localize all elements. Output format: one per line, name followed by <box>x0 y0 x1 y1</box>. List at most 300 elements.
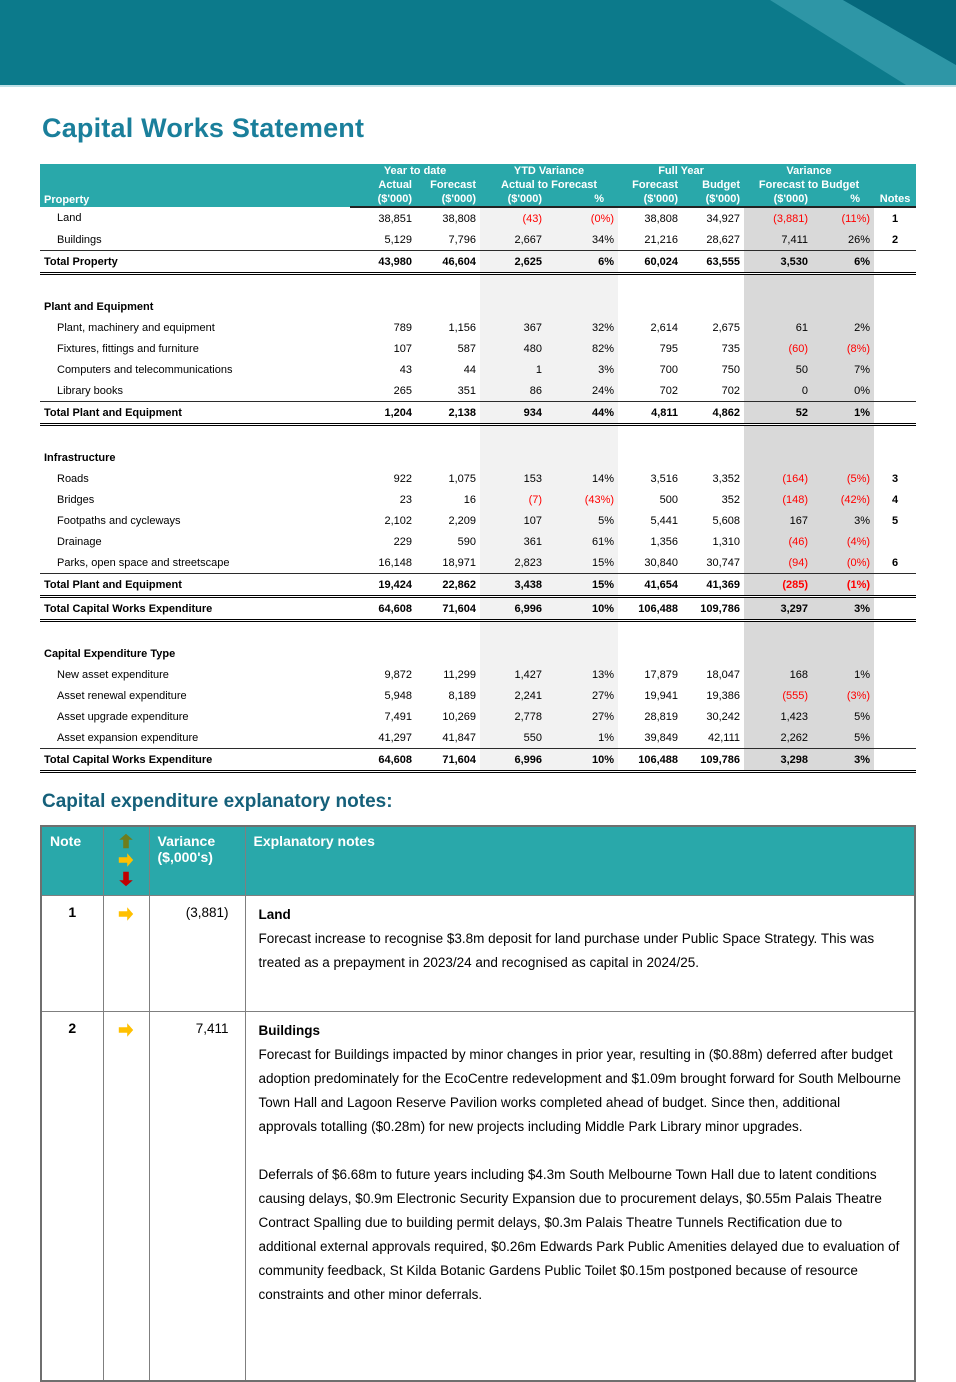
value-cell: 46,604 <box>416 251 480 274</box>
value-cell: 6% <box>546 251 618 274</box>
note-direction <box>103 1012 149 1381</box>
value-cell: (4%) <box>812 531 874 552</box>
value-cell <box>618 621 682 644</box>
value-cell: 19,386 <box>706 689 741 702</box>
value-cell: 735 <box>721 342 741 355</box>
value-cell: 3,530 <box>744 251 812 274</box>
note-ref <box>874 706 916 727</box>
column-header-property: Property <box>40 164 350 207</box>
value-cell: 41,369 <box>682 574 744 597</box>
value-cell: 23 <box>399 493 412 506</box>
note-ref <box>874 574 916 597</box>
value-cell: 480 <box>480 338 546 359</box>
table-row <box>40 402 916 425</box>
unit-variance-dollars: ($'000) <box>744 192 812 207</box>
value-cell: 367 <box>480 317 546 338</box>
table-row <box>40 380 916 402</box>
table-row <box>40 359 916 380</box>
value-cell: 167 <box>744 510 812 531</box>
row-label: Drainage <box>57 535 102 548</box>
value-cell <box>618 296 682 317</box>
value-cell: 5% <box>546 510 618 531</box>
row-label: Total Plant and Equipment <box>40 574 350 597</box>
value-cell: 590 <box>457 535 477 548</box>
unit-forecast-ytd: ($'000) <box>416 192 480 207</box>
banner-decoration <box>0 0 956 85</box>
value-cell <box>350 274 416 297</box>
value-cell: 7,411 <box>744 229 812 251</box>
note-ref <box>874 597 916 621</box>
note-ref <box>874 380 916 402</box>
note-ref <box>874 643 916 664</box>
row-label: Land <box>57 212 82 224</box>
value-cell: 41,847 <box>416 727 480 749</box>
value-cell <box>682 274 744 297</box>
value-cell <box>744 447 812 468</box>
note-ref <box>874 621 916 644</box>
table-row <box>40 685 916 706</box>
row-label: Parks, open space and streetscape <box>40 552 350 574</box>
value-cell: 44% <box>546 402 618 425</box>
value-cell: 5% <box>812 706 874 727</box>
column-header-forecast-fy: Forecast <box>618 178 682 192</box>
value-cell: 18,047 <box>706 668 741 681</box>
row-label: Total Plant and Equipment <box>40 402 350 425</box>
value-cell: (164) <box>744 468 812 489</box>
note-row <box>41 896 915 1012</box>
note-ref <box>874 425 916 448</box>
row-label: Capital Expenditure Type <box>44 647 176 660</box>
note-ref: 1 <box>891 212 899 225</box>
value-cell: 702 <box>618 380 682 402</box>
value-cell: 19,424 <box>350 574 416 597</box>
value-cell: 30,747 <box>682 552 744 574</box>
value-cell: 10,269 <box>442 710 477 723</box>
value-cell: 30,840 <box>618 552 682 574</box>
table-row <box>40 338 916 359</box>
page-title: Capital Works Statement <box>42 113 365 143</box>
value-cell: 352 <box>721 493 741 506</box>
value-cell: 795 <box>659 342 679 355</box>
value-cell: 5,129 <box>350 229 416 251</box>
value-cell <box>682 447 744 468</box>
value-cell: 38,851 <box>378 212 412 225</box>
note-ref <box>874 296 916 317</box>
value-cell: 2,241 <box>480 685 546 706</box>
table-row <box>40 531 916 552</box>
value-cell: 3,516 <box>650 472 679 485</box>
value-cell: 27% <box>546 706 618 727</box>
value-cell: 107 <box>393 342 412 355</box>
value-cell: 10% <box>546 597 618 621</box>
note-ref <box>874 727 916 749</box>
value-cell: 50 <box>744 359 812 380</box>
table-row <box>40 317 916 338</box>
table-row <box>40 749 916 772</box>
table-row <box>40 727 916 749</box>
value-cell <box>546 296 618 317</box>
value-cell <box>480 425 546 448</box>
value-cell <box>744 296 812 317</box>
value-cell: 109,786 <box>682 597 744 621</box>
value-cell: 17,879 <box>644 668 679 681</box>
value-cell: 3,352 <box>712 472 741 485</box>
right-arrow-icon <box>118 906 134 922</box>
note-ref: 4 <box>891 493 899 506</box>
value-cell: 52 <box>744 402 812 425</box>
value-cell: (46) <box>744 531 812 552</box>
value-cell: 7,796 <box>416 229 480 251</box>
value-cell: 6% <box>812 251 874 274</box>
value-cell: 82% <box>546 338 618 359</box>
value-cell: 43,980 <box>350 251 416 274</box>
value-cell: 3% <box>812 749 874 772</box>
value-cell: (1%) <box>812 574 874 597</box>
value-cell: 0% <box>812 380 874 402</box>
note-ref <box>874 359 916 380</box>
value-cell: 39,849 <box>618 727 682 749</box>
notes-column-header-direction <box>103 826 149 896</box>
value-cell: 14% <box>546 468 618 489</box>
value-cell: (0%) <box>546 207 618 229</box>
value-cell: 26% <box>812 229 874 251</box>
table-row <box>40 229 916 251</box>
row-label: Footpaths and cycleways <box>57 514 181 527</box>
note-title: Buildings <box>258 1023 320 1038</box>
value-cell: 1% <box>812 402 874 425</box>
row-label: Computers and telecommunications <box>57 363 233 376</box>
value-cell <box>618 447 682 468</box>
value-cell: 1,423 <box>744 706 812 727</box>
value-cell <box>416 296 480 317</box>
value-cell: 2,209 <box>448 514 477 527</box>
variance-unit: ($,000's) <box>157 849 213 865</box>
unit-ytd-variance-dollars: ($'000) <box>480 192 546 207</box>
note-ref <box>874 664 916 685</box>
value-cell: 106,488 <box>618 749 682 772</box>
value-cell <box>350 621 416 644</box>
note-ref <box>874 402 916 425</box>
value-cell: 13% <box>546 664 618 685</box>
value-cell: 106,488 <box>618 597 682 621</box>
value-cell: 71,604 <box>416 749 480 772</box>
value-cell: 32% <box>546 317 618 338</box>
value-cell: 63,555 <box>682 251 744 274</box>
value-cell: 10% <box>546 749 618 772</box>
value-cell: (8%) <box>812 338 874 359</box>
row-label: Total Property <box>40 251 350 274</box>
value-cell: 71,604 <box>416 597 480 621</box>
value-cell: 1,310 <box>712 535 741 548</box>
value-cell <box>480 643 546 664</box>
value-cell: 1,075 <box>448 472 477 485</box>
value-cell: 3,438 <box>480 574 546 597</box>
table-row <box>40 251 916 274</box>
value-cell: 5,948 <box>384 689 412 702</box>
down-arrow-icon <box>118 871 134 887</box>
value-cell: 41,654 <box>618 574 682 597</box>
value-cell: 2,262 <box>744 727 812 749</box>
value-cell: 7% <box>812 359 874 380</box>
column-header-notes: Notes <box>874 164 916 207</box>
section-row <box>40 447 916 468</box>
row-label: New asset expenditure <box>57 668 169 681</box>
value-cell: 16 <box>463 493 477 506</box>
row-label: Total Capital Works Expenditure <box>40 749 350 772</box>
value-cell: 587 <box>457 342 477 355</box>
value-cell: 64,608 <box>350 749 416 772</box>
value-cell <box>812 274 874 297</box>
value-cell: (94) <box>744 552 812 574</box>
value-cell <box>744 621 812 644</box>
note-number: 2 <box>41 1012 103 1381</box>
value-cell: 43 <box>399 363 412 376</box>
column-header-forecast-to-budget: Forecast to Budget <box>744 178 874 192</box>
row-label: Plant, machinery and equipment <box>57 321 215 334</box>
value-cell: 3% <box>546 359 618 380</box>
value-cell: 38,808 <box>644 212 679 225</box>
value-cell <box>416 447 480 468</box>
value-cell: 3,298 <box>744 749 812 772</box>
value-cell: 922 <box>393 472 412 485</box>
value-cell: (0%) <box>812 552 874 574</box>
value-cell: 107 <box>480 510 546 531</box>
value-cell: 1,156 <box>448 321 477 334</box>
value-cell: (43) <box>480 207 546 229</box>
value-cell: 1% <box>812 664 874 685</box>
value-cell <box>682 296 744 317</box>
table-row <box>40 207 916 229</box>
value-cell <box>682 643 744 664</box>
value-cell: 2,138 <box>416 402 480 425</box>
value-cell: 109,786 <box>682 749 744 772</box>
value-cell: (3%) <box>812 685 874 706</box>
value-cell: 30,242 <box>706 710 741 723</box>
value-cell: 750 <box>721 363 741 376</box>
value-cell <box>350 447 416 468</box>
capital-works-table <box>40 164 916 773</box>
value-cell <box>812 621 874 644</box>
value-cell: 16,148 <box>350 552 416 574</box>
notes-column-header-explanatory: Explanatory notes <box>245 826 915 896</box>
note-ref <box>874 338 916 359</box>
value-cell: (3,881) <box>744 207 812 229</box>
value-cell: 5,441 <box>650 514 679 527</box>
value-cell <box>350 425 416 448</box>
row-label <box>40 274 350 297</box>
value-cell: 21,216 <box>618 229 682 251</box>
value-cell: 229 <box>393 535 412 548</box>
value-cell: 1,356 <box>650 535 679 548</box>
right-arrow-icon <box>118 1022 134 1038</box>
value-cell <box>480 621 546 644</box>
value-cell: 6,996 <box>480 597 546 621</box>
note-variance: 7,411 <box>149 1012 245 1381</box>
row-label: Asset expansion expenditure <box>40 727 350 749</box>
value-cell <box>744 643 812 664</box>
value-cell: 8,189 <box>448 689 477 702</box>
table-row <box>40 574 916 597</box>
note-ref <box>874 447 916 468</box>
value-cell: 61 <box>744 317 812 338</box>
value-cell: 1% <box>546 727 618 749</box>
note-ref <box>874 749 916 772</box>
value-cell <box>416 643 480 664</box>
value-cell: 702 <box>682 380 744 402</box>
value-cell: 18,971 <box>416 552 480 574</box>
value-cell: 500 <box>659 493 679 506</box>
value-cell: (43%) <box>546 489 618 510</box>
table-row <box>40 664 916 685</box>
value-cell: 2,102 <box>384 514 412 527</box>
note-ref <box>874 274 916 297</box>
value-cell: (148) <box>744 489 812 510</box>
value-cell <box>546 643 618 664</box>
unit-budget: ($'000) <box>682 192 744 207</box>
value-cell: (285) <box>744 574 812 597</box>
column-header-actual-to-forecast: Actual to Forecast <box>480 178 618 192</box>
note-ref: 3 <box>891 472 899 485</box>
value-cell: 2,778 <box>480 706 546 727</box>
value-cell <box>618 643 682 664</box>
value-cell: 3% <box>812 597 874 621</box>
value-cell <box>812 643 874 664</box>
column-header-forecast-ytd: Forecast <box>416 178 480 192</box>
value-cell: 2,667 <box>480 229 546 251</box>
value-cell: 2,823 <box>480 552 546 574</box>
note-title: Land <box>258 907 291 922</box>
value-cell: 0 <box>744 380 812 402</box>
variance-label: Variance <box>157 833 216 849</box>
value-cell: 5,608 <box>712 514 741 527</box>
unit-forecast-fy: ($'000) <box>618 192 682 207</box>
section-row <box>40 296 916 317</box>
value-cell <box>744 425 812 448</box>
note-row <box>41 1012 915 1381</box>
value-cell: 9,872 <box>384 668 412 681</box>
note-ref <box>874 317 916 338</box>
note-text <box>245 896 915 1012</box>
value-cell: 27% <box>546 685 618 706</box>
value-cell: 934 <box>480 402 546 425</box>
value-cell <box>416 425 480 448</box>
value-cell: 22,862 <box>416 574 480 597</box>
value-cell: 15% <box>546 574 618 597</box>
explanatory-notes-table <box>40 825 916 1382</box>
value-cell: 5% <box>812 727 874 749</box>
header-group-row <box>40 164 916 178</box>
value-cell <box>480 274 546 297</box>
value-cell <box>682 621 744 644</box>
value-cell: 2,675 <box>712 321 741 334</box>
value-cell: 86 <box>480 380 546 402</box>
value-cell: 1 <box>480 359 546 380</box>
notes-heading: Capital expenditure explanatory notes: <box>42 791 393 812</box>
note-ref: 6 <box>874 552 916 574</box>
value-cell <box>546 425 618 448</box>
table-row <box>40 552 916 574</box>
value-cell: (60) <box>744 338 812 359</box>
value-cell: 60,024 <box>618 251 682 274</box>
value-cell <box>682 425 744 448</box>
value-cell <box>618 274 682 297</box>
note-ref <box>874 685 916 706</box>
row-label: Fixtures, fittings and furniture <box>57 342 199 355</box>
value-cell: 3,297 <box>744 597 812 621</box>
table-row <box>40 706 916 727</box>
value-cell: 38,808 <box>442 212 477 225</box>
note-variance: (3,881) <box>149 896 245 1012</box>
note-ref: 2 <box>874 229 916 251</box>
value-cell <box>480 296 546 317</box>
value-cell: 28,627 <box>682 229 744 251</box>
right-arrow-icon <box>118 852 134 868</box>
note-direction <box>103 896 149 1012</box>
value-cell: 42,111 <box>682 727 744 749</box>
value-cell: (11%) <box>812 207 874 229</box>
value-cell <box>812 425 874 448</box>
value-cell: 6,996 <box>480 749 546 772</box>
row-label: Asset upgrade expenditure <box>57 710 189 723</box>
section-row <box>40 643 916 664</box>
note-paragraph: Forecast increase to recognise $3.8m deposit for land purchase under Public Space Strategy. This was treated as a prepayment in 2023/24 and recognised as capital in 2024/25. <box>258 931 875 971</box>
value-cell: 1,427 <box>480 664 546 685</box>
value-cell <box>480 447 546 468</box>
unit-actual: ($'000) <box>350 192 416 207</box>
value-cell: (555) <box>744 685 812 706</box>
value-cell: 4,811 <box>618 402 682 425</box>
note-ref: 5 <box>891 514 899 527</box>
column-header-budget: Budget <box>682 178 744 192</box>
table-row <box>40 510 916 531</box>
value-cell: 28,819 <box>644 710 679 723</box>
value-cell: (42%) <box>812 489 874 510</box>
value-cell <box>350 643 416 664</box>
value-cell: 11,299 <box>443 668 477 681</box>
note-paragraph: Forecast for Buildings impacted by minor changes in prior year, resulting in ($0.88m) deferred after budget adoption predominately for the EcoCentre redevelopment and $1.09m brought forward for South Melbourne Town Hall and Lagoon Reserve Pavilion works completed ahead of budget. Since then, additional approvals totalling ($0.28m) for new projects including Middle Park Library minor upgrades. <box>258 1047 901 1135</box>
value-cell <box>546 447 618 468</box>
value-cell <box>416 621 480 644</box>
note-ref <box>874 531 916 552</box>
unit-ytd-variance-pct: % <box>546 192 618 207</box>
notes-column-header-variance <box>149 826 245 896</box>
value-cell: 24% <box>546 380 618 402</box>
value-cell: 34% <box>546 229 618 251</box>
spacer-row <box>40 274 916 297</box>
value-cell: 700 <box>659 363 679 376</box>
value-cell: 153 <box>480 468 546 489</box>
value-cell: 41,297 <box>350 727 416 749</box>
column-header-actual: Actual <box>350 178 416 192</box>
column-group-year-to-date: Year to date <box>350 164 480 178</box>
table-row <box>40 468 916 489</box>
row-label: Total Capital Works Expenditure <box>40 597 350 621</box>
value-cell: 15% <box>546 552 618 574</box>
row-label: Buildings <box>40 229 350 251</box>
value-cell: 7,491 <box>384 710 412 723</box>
row-label: Plant and Equipment <box>44 300 154 313</box>
note-ref <box>874 251 916 274</box>
value-cell: 4,862 <box>682 402 744 425</box>
note-text <box>245 1012 915 1381</box>
row-label: Bridges <box>57 493 95 506</box>
spacer-row <box>40 621 916 644</box>
row-label <box>40 621 350 644</box>
unit-variance-pct: % <box>812 192 874 207</box>
value-cell: (5%) <box>812 468 874 489</box>
value-cell <box>618 425 682 448</box>
table-row <box>40 597 916 621</box>
